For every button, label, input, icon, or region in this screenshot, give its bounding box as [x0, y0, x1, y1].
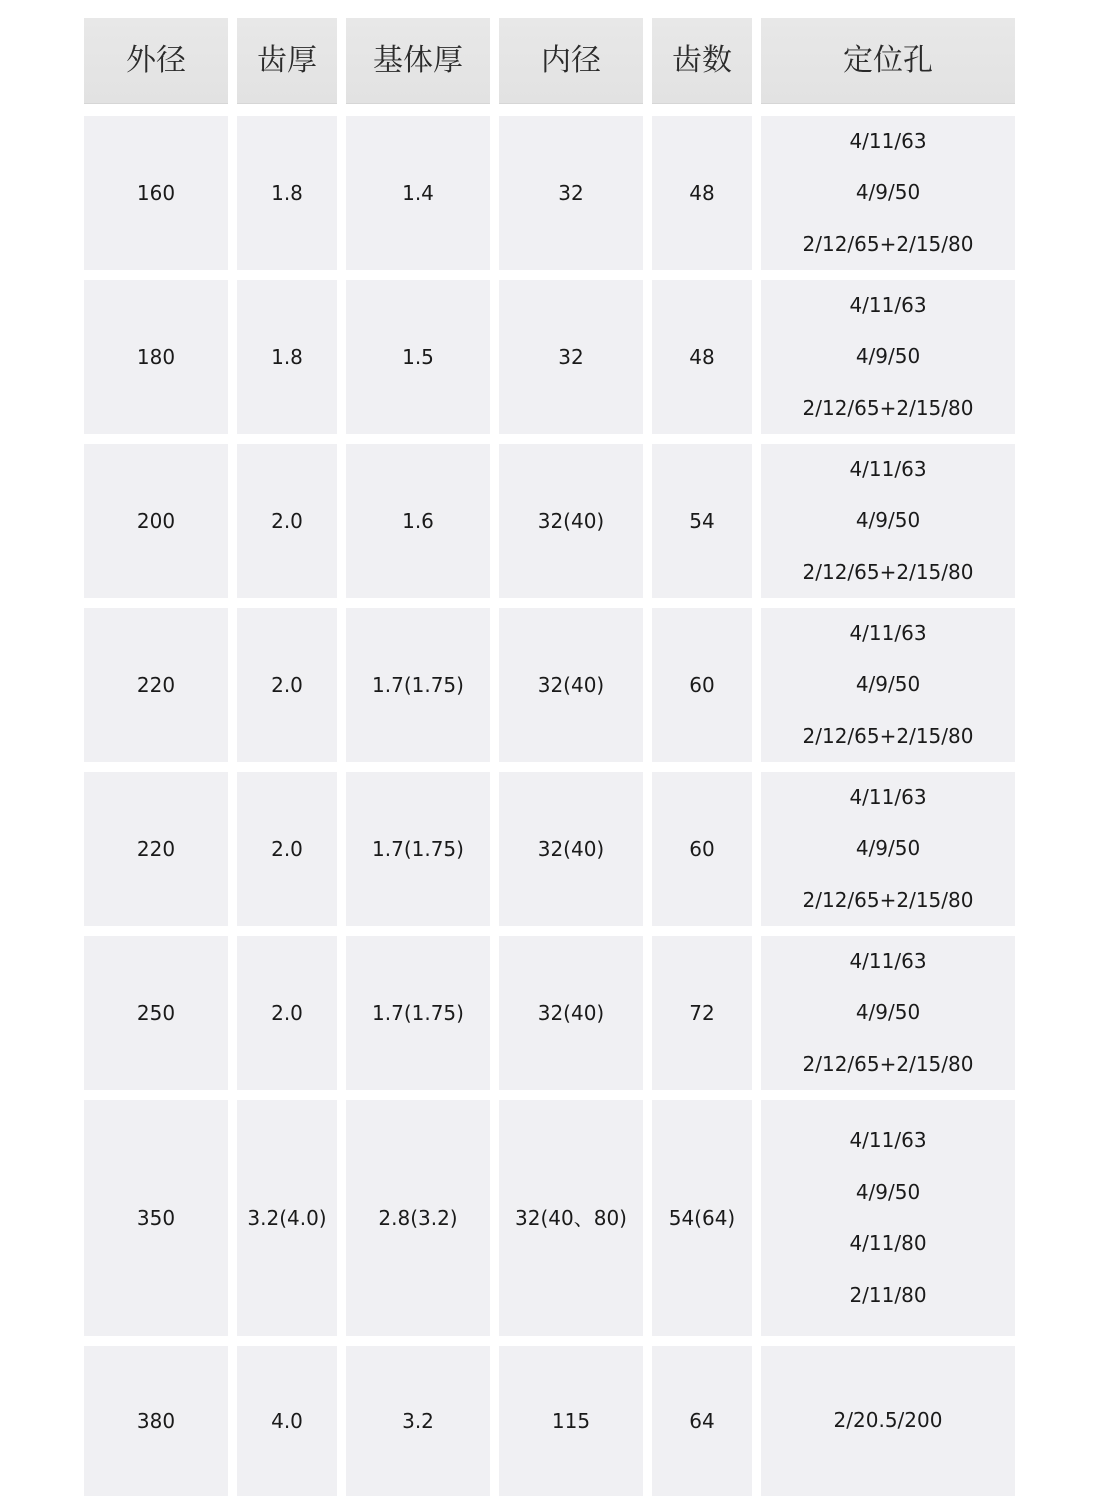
cell-locating-holes	[761, 444, 1015, 598]
hole-spec: 4/11/63	[849, 292, 927, 317]
cell-tooth-thickness: 2.0	[237, 608, 337, 762]
header-tooth-thickness: 齿厚	[237, 18, 337, 104]
hole-spec: 4/9/50	[855, 344, 921, 369]
cell-base-thickness: 2.8(3.2)	[346, 1100, 490, 1336]
hole-spec: 4/9/50	[855, 836, 921, 861]
hole-spec: 2/12/65+2/15/80	[802, 395, 974, 420]
cell-tooth-thickness: 3.2(4.0)	[237, 1100, 337, 1336]
cell-tooth-count: 64	[652, 1346, 752, 1496]
cell-tooth-thickness: 1.8	[237, 116, 337, 270]
hole-spec: 4/9/50	[855, 1179, 921, 1204]
hole-spec: 4/9/50	[855, 1000, 921, 1025]
hole-spec: 4/9/50	[855, 180, 921, 205]
hole-spec: 4/9/50	[855, 672, 921, 697]
hole-spec: 4/11/63	[849, 128, 927, 153]
cell-locating-holes	[761, 772, 1015, 926]
cell-outer-diameter: 200	[84, 444, 228, 598]
hole-spec: 2/11/80	[849, 1282, 927, 1307]
cell-outer-diameter: 220	[84, 772, 228, 926]
hole-spec: 4/11/63	[849, 784, 927, 809]
cell-tooth-count: 60	[652, 772, 752, 926]
cell-locating-holes	[761, 116, 1015, 270]
header-base-thickness: 基体厚	[346, 18, 490, 104]
cell-tooth-count: 60	[652, 608, 752, 762]
cell-tooth-thickness: 2.0	[237, 936, 337, 1090]
cell-inner-diameter: 32(40、80)	[499, 1100, 643, 1336]
cell-base-thickness: 1.7(1.75)	[346, 772, 490, 926]
cell-base-thickness: 1.4	[346, 116, 490, 270]
cell-inner-diameter: 32	[499, 280, 643, 434]
hole-spec: 2/12/65+2/15/80	[802, 887, 974, 912]
cell-inner-diameter: 32(40)	[499, 608, 643, 762]
cell-tooth-thickness: 2.0	[237, 772, 337, 926]
hole-spec: 4/11/63	[849, 948, 927, 973]
cell-base-thickness: 1.7(1.75)	[346, 936, 490, 1090]
cell-locating-holes	[761, 1346, 1015, 1496]
spec-table	[84, 18, 1016, 1496]
cell-base-thickness: 1.5	[346, 280, 490, 434]
cell-base-thickness: 1.7(1.75)	[346, 608, 490, 762]
header-locating-holes: 定位孔	[761, 18, 1015, 104]
hole-spec: 4/11/63	[849, 1128, 927, 1152]
hole-spec: 4/11/63	[849, 456, 927, 481]
cell-tooth-thickness: 2.0	[237, 444, 337, 598]
hole-spec: 2/12/65+2/15/80	[802, 559, 974, 584]
cell-tooth-count: 72	[652, 936, 752, 1090]
cell-outer-diameter: 380	[84, 1346, 228, 1496]
cell-outer-diameter: 220	[84, 608, 228, 762]
cell-inner-diameter: 32(40)	[499, 936, 643, 1090]
hole-spec: 4/11/80	[849, 1231, 927, 1255]
cell-inner-diameter: 32(40)	[499, 444, 643, 598]
cell-tooth-count: 54	[652, 444, 752, 598]
header-tooth-count: 齿数	[652, 18, 752, 104]
hole-spec: 2/12/65+2/15/80	[802, 1051, 974, 1076]
cell-tooth-thickness: 1.8	[237, 280, 337, 434]
cell-tooth-count: 48	[652, 280, 752, 434]
cell-locating-holes	[761, 1100, 1015, 1336]
hole-spec: 2/12/65+2/15/80	[802, 723, 974, 748]
cell-outer-diameter: 250	[84, 936, 228, 1090]
hole-spec: 2/20.5/200	[833, 1408, 943, 1433]
cell-locating-holes	[761, 280, 1015, 434]
cell-outer-diameter: 160	[84, 116, 228, 270]
cell-tooth-thickness: 4.0	[237, 1346, 337, 1496]
cell-tooth-count: 48	[652, 116, 752, 270]
header-outer-diameter: 外径	[84, 18, 228, 104]
cell-outer-diameter: 350	[84, 1100, 228, 1336]
cell-base-thickness: 1.6	[346, 444, 490, 598]
header-inner-diameter: 内径	[499, 18, 643, 104]
cell-inner-diameter: 115	[499, 1346, 643, 1496]
hole-spec: 4/11/63	[849, 620, 927, 645]
cell-tooth-count: 54(64)	[652, 1100, 752, 1336]
cell-inner-diameter: 32(40)	[499, 772, 643, 926]
hole-spec: 2/12/65+2/15/80	[802, 231, 974, 256]
cell-inner-diameter: 32	[499, 116, 643, 270]
hole-spec: 4/9/50	[855, 508, 921, 533]
cell-outer-diameter: 180	[84, 280, 228, 434]
cell-locating-holes	[761, 608, 1015, 762]
cell-base-thickness: 3.2	[346, 1346, 490, 1496]
cell-locating-holes	[761, 936, 1015, 1090]
